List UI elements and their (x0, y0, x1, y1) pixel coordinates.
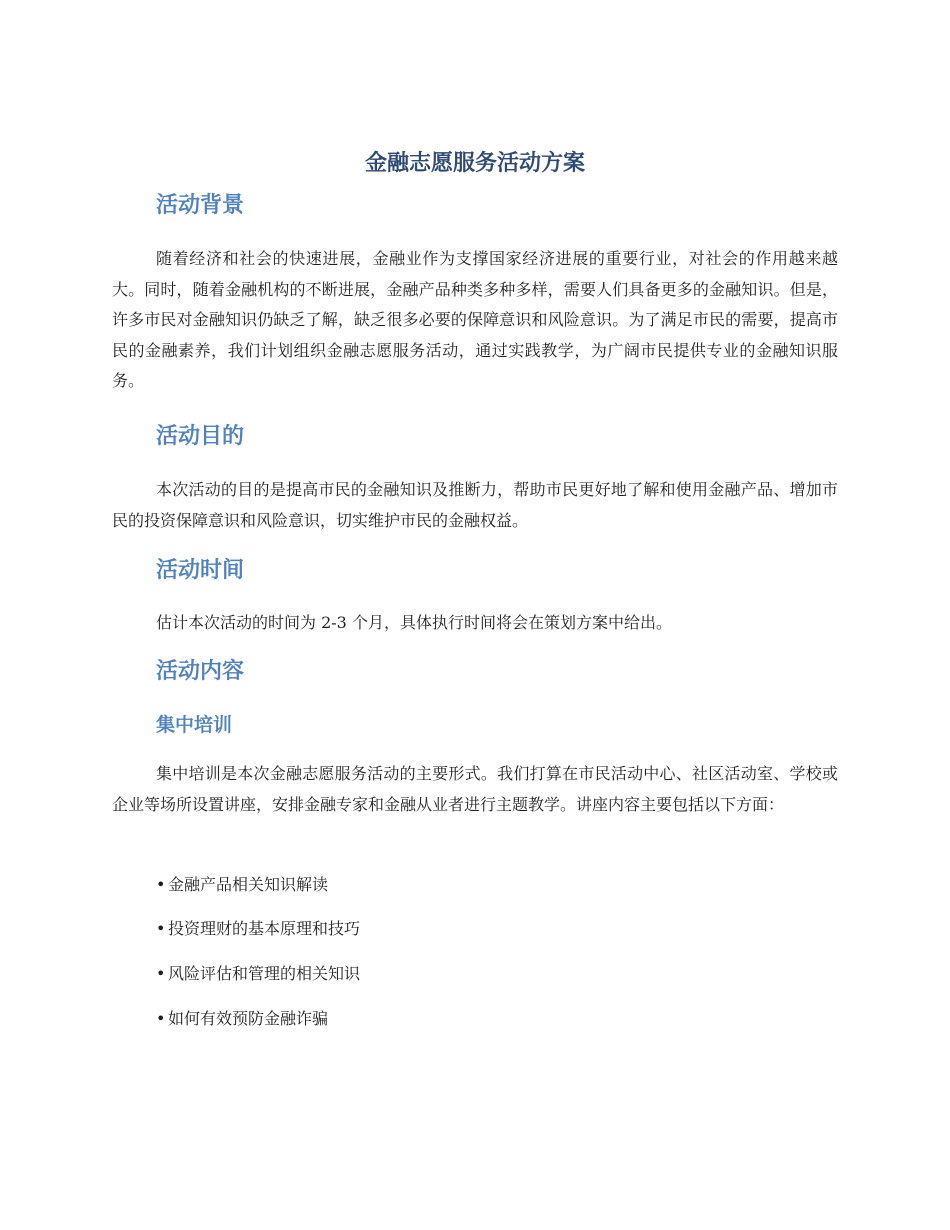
list-item-text: 投资理财的基本原理和技巧 (168, 919, 361, 938)
section-paragraph-purpose: 本次活动的目的是提高市民的金融知识及推断力，帮助市民更好地了解和使用金融产品、增加市民的投资保障意识和风险意识，切实维护市民的金融权益。 (112, 480, 838, 530)
bullet-marker: • (156, 1009, 166, 1028)
list-item (156, 871, 328, 899)
section-heading-time: 活动时间 (156, 558, 245, 583)
section-heading-background: 活动背景 (156, 193, 245, 218)
list-item-text: 风险评估和管理的相关知识 (168, 964, 361, 983)
list-item (156, 960, 360, 988)
list-item-text: 金融产品相关知识解读 (168, 875, 329, 894)
list-item (156, 1005, 328, 1033)
document-title: 金融志愿服务活动方案 (364, 151, 585, 176)
bullet-marker: • (156, 964, 166, 983)
section-paragraph-time: 估计本次活动的时间为 2-3 个月，具体执行时间将会在策划方案中给出。 (156, 613, 672, 632)
section-heading-purpose: 活动目的 (156, 424, 245, 449)
section-paragraph-background: 随着经济和社会的快速进展，金融业作为支撑国家经济进展的重要行业，对社会的作用越来越大。同时，随着金融机构的不断进展，金融产品种类多种多样，需要人们具备更多的金融知识。但是，许多市民对金融知识仍缺乏了解，缺乏很多必要的保障意识和风险意识。为了满足市民的需要，提高市民的金融素养，我们计划组织金融志愿服务活动，通过实践教学，为广阔市民提供专业的金融知识服务。 (112, 249, 838, 390)
bullet-marker: • (156, 919, 166, 938)
subsection-paragraph-training: 集中培训是本次金融志愿服务活动的主要形式。我们打算在市民活动中心、社区活动室、学校或企业等场所设置讲座，安排金融专家和金融从业者进行主题教学。讲座内容主要包括以下方面： (112, 764, 838, 814)
list-item-text: 如何有效预防金融诈骗 (168, 1009, 329, 1028)
section-heading-content: 活动内容 (156, 659, 245, 684)
bullet-marker: • (156, 875, 166, 894)
list-item (156, 915, 360, 943)
subsection-heading-training: 集中培训 (156, 714, 233, 736)
